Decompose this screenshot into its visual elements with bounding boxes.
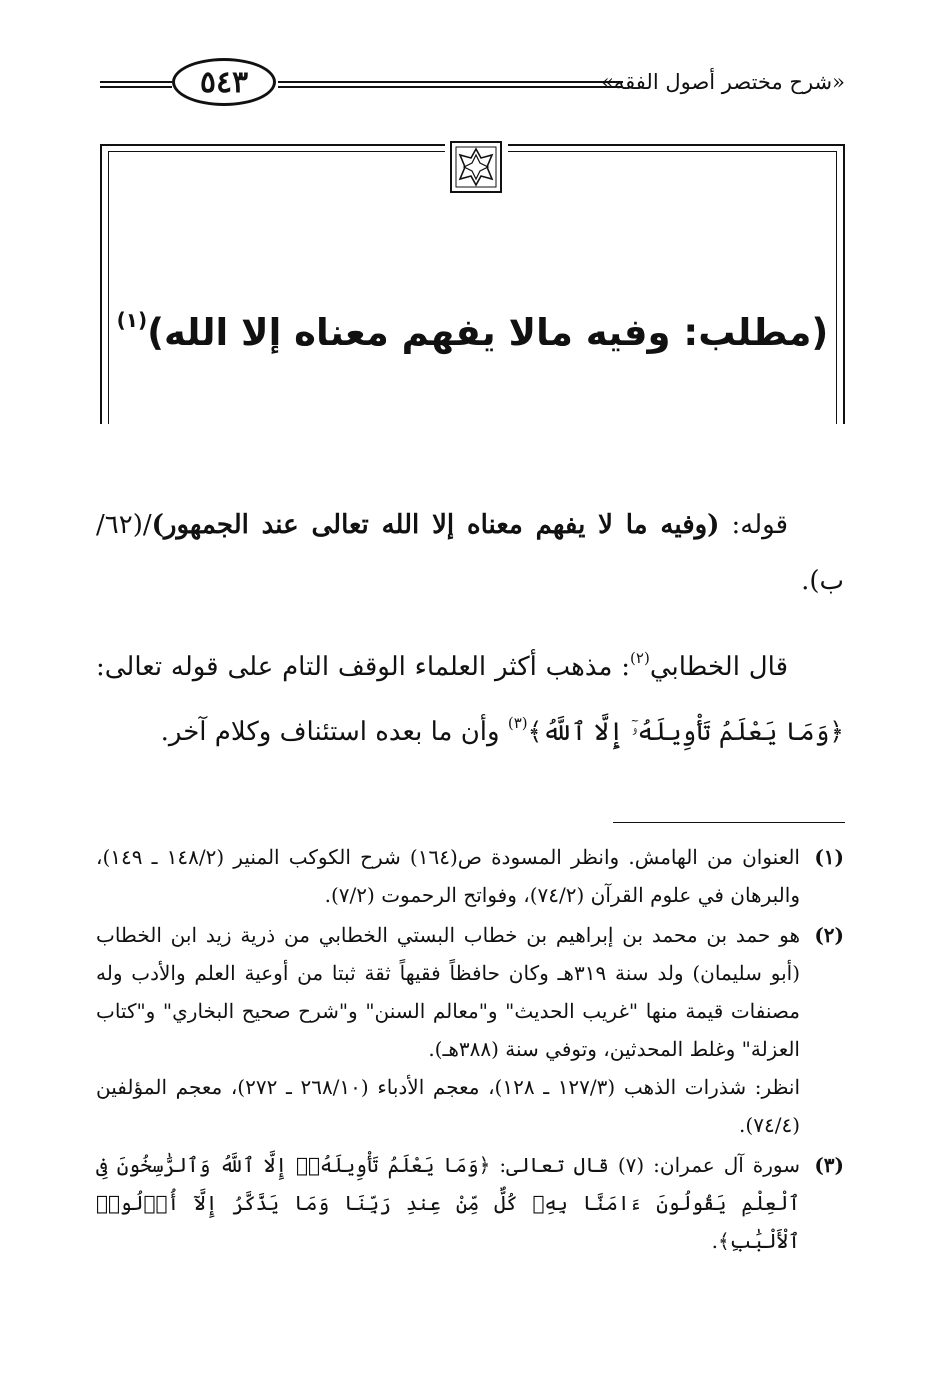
- section-title-text: (مطلب: وفيه مالا يفهم معناه إلا الله): [147, 311, 829, 354]
- para2-lead: قال الخطابي: [649, 652, 788, 682]
- footnote-3: [96, 1146, 844, 1260]
- footnote-text: [96, 1146, 800, 1260]
- running-header: [100, 58, 845, 108]
- header-rule-left: [100, 81, 172, 88]
- para2-footnote-ref-2: (٢): [630, 649, 650, 667]
- section-frame: [100, 138, 845, 428]
- para2-text-2: وأن ما بعده استئناف وكلام آخر.: [160, 717, 500, 747]
- paragraph-1: [96, 497, 844, 609]
- page-number-text: ٥٤٣: [199, 64, 249, 100]
- paragraph-2: [96, 630, 844, 760]
- footnote-number: (١): [814, 845, 844, 869]
- book-title: «شرح مختصر أصول الفقه»: [601, 70, 845, 94]
- header-rule-right: [278, 81, 623, 88]
- footnote-text: [96, 916, 800, 1144]
- footnote-line: انظر: شذرات الذهب (١٢٧/٣ ـ ١٢٨)، معجم الأدباء (٢٦٨/١٠ ـ ٢٧٢)، معجم المؤلفين (٧٤/٤).: [96, 1075, 801, 1137]
- para2-footnote-ref-3: (٣): [507, 714, 528, 732]
- para2-quran-verse: ﴿وَمَا يَعْلَمُ تَأْوِيلَهُۥٓ إِلَّا ٱللَّهُ﴾: [527, 717, 844, 746]
- page-number: [172, 58, 276, 106]
- footnote-number: (٣): [814, 1153, 844, 1177]
- footnote-line: سورة آل عمران: (٧) قال تعالى: ﴿وَمَا يَعْلَمُ تَأْوِيلَهُۥٓ إِلَّا ٱللَّهُ وَٱلرَّٰسِخُونَ فِى ٱلْعِلْمِ يَقُولُونَ ءَامَنَّا بِهِۦ كُلٌّ مِّنْ عِندِ رَبِّنَا وَمَا يَذَّكَّرُ إِلَّآ أُو۟لُوا۟ ٱلْأَلْبَٰبِ﴾.: [96, 1153, 800, 1253]
- section-title: [100, 308, 845, 354]
- para2-text-1: : مذهب أكثر العلماء الوقف التام على قوله تعالى:: [96, 652, 631, 682]
- footnote-number: (٢): [814, 923, 844, 947]
- para1-quoted-matn: (وفيه ما لا يفهم معناه إلا الله تعالى عند الجمهور): [151, 510, 720, 540]
- para1-lead: قوله:: [731, 510, 789, 540]
- footnote-separator: [613, 822, 845, 823]
- footnote-1: [96, 838, 844, 914]
- star-ornament-icon: [449, 140, 503, 194]
- footnote-line: العنوان من الهامش. وانظر المسودة ص(١٦٤) شرح الكوكب المنير (١٤٨/٢ ـ ١٤٩)، والبرهان في علوم القرآن (٧٤/٢)، وفواتح الرحموت (٧/٢).: [96, 845, 800, 907]
- section-title-footnote-ref: (١): [116, 308, 148, 332]
- footnote-text: [96, 838, 800, 914]
- footnote-2: [96, 916, 844, 1144]
- footnote-line: هو حمد بن محمد بن إبراهيم بن خطاب البستي الخطابي من ذرية زيد ابن الخطاب (أبو سليمان) ولد سنة ٣١٩هـ وكان حافظاً فقيهاً ثقة ثبتا من أوعية العلم والأدب وله مصنفات قيمة منها "غريب الحديث" و"معالم السنن" و"شرح صحيح البخاري" و"كتاب العزلة" وغلط المحدثين، وتوفي سنة (٣٨٨هـ).: [96, 923, 800, 1061]
- para1-manuscript-ref: /(٦٢/ب).: [96, 510, 844, 596]
- footnotes: [96, 838, 844, 1262]
